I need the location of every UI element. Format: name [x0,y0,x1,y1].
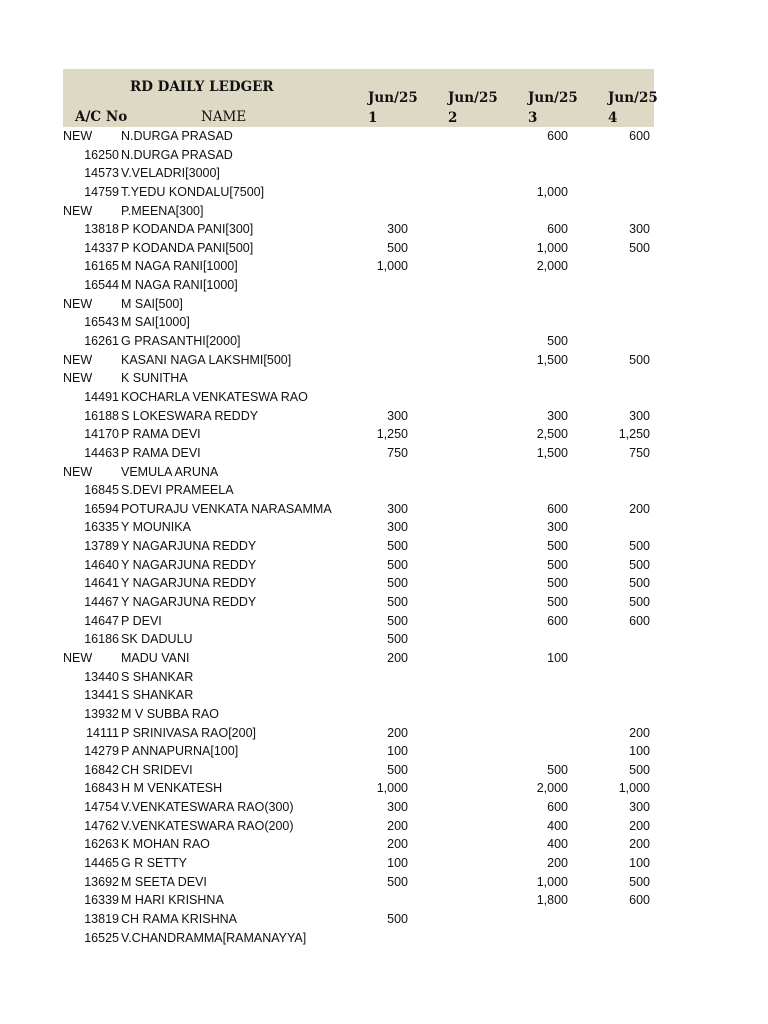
account-name-cell: Y NAGARJUNA REDDY [121,576,257,591]
amount-cell-d1: 500 [387,613,408,628]
amount-cell-d3: 2,000 [536,259,568,274]
table-row [63,649,654,668]
account-name-cell: V.VENKATESWARA RAO(200) [121,818,294,833]
account-name-cell: POTURAJU VENKATA NARASAMMA [121,501,332,516]
table-row [63,724,654,743]
account-name-cell: S SHANKAR [121,669,194,684]
table-row [63,742,654,761]
table-row [63,164,654,183]
amount-cell-d3: 300 [547,408,568,423]
amount-cell-d4: 1,250 [618,427,650,442]
column-header-date-4 [608,88,668,128]
amount-cell-d1: 500 [387,539,408,554]
account-name-cell: K MOHAN RAO [121,837,210,852]
column-header-name: NAME [201,109,247,125]
amount-cell-d1: 1,000 [376,781,408,796]
amount-cell-d1: 1,000 [376,259,408,274]
amount-cell-d1: 750 [387,445,408,460]
account-name-cell: P KODANDA PANI[300] [121,222,254,237]
account-name-cell: V.VENKATESWARA RAO(300) [121,800,294,815]
amount-cell-d1: 300 [387,408,408,423]
amount-cell-d4: 200 [629,501,650,516]
amount-cell-d1: 500 [387,762,408,777]
amount-cell-d1: 300 [387,800,408,815]
account-name-cell: M SEETA DEVI [121,874,207,889]
account-name-cell: N.DURGA PRASAD [121,129,233,143]
amount-cell-d1: 100 [387,744,408,759]
amount-cell-d4: 200 [629,725,650,740]
table-row [63,444,654,463]
amount-cell-d3: 2,500 [536,427,568,442]
amount-cell-d4: 500 [629,595,650,610]
account-name-cell: Y MOUNIKA [121,520,191,535]
amount-cell-d3: 500 [547,557,568,572]
amount-cell-d4: 600 [629,893,650,908]
amount-cell-d3: 500 [547,762,568,777]
amount-cell-d3: 600 [547,222,568,237]
amount-cell-d3: 600 [547,501,568,516]
table-row [63,537,654,556]
amount-cell-d3: 600 [547,613,568,628]
amount-cell-d4: 500 [629,352,650,367]
ledger-sheet [63,69,658,947]
account-name-cell: S LOKESWARA REDDY [121,408,259,423]
table-row [63,556,654,575]
amount-cell-d4: 500 [629,240,650,255]
amount-cell-d4: 500 [629,762,650,777]
account-name-cell: CH SRIDEVI [121,762,193,777]
date-month: Jun/25 [448,90,498,106]
account-number-cell: 16544 [84,278,119,293]
account-number-cell: 16843 [84,781,119,796]
table-row [63,612,654,631]
amount-cell-d3: 400 [547,837,568,852]
amount-cell-d1: 200 [387,725,408,740]
table-row [63,425,654,444]
table-row [63,407,654,426]
amount-cell-d1: 500 [387,576,408,591]
table-row [63,593,654,612]
account-number-cell: 14337 [84,240,119,255]
amount-cell-d3: 400 [547,818,568,833]
account-number-cell: 14573 [84,166,119,181]
table-row [63,239,654,258]
amount-cell-d3: 500 [547,539,568,554]
table-row [63,202,654,221]
table-row [63,630,654,649]
amount-cell-d3: 2,000 [536,781,568,796]
account-number-cell: NEW [63,203,93,218]
amount-cell-d4: 500 [629,539,650,554]
account-number-cell: 14463 [84,445,119,460]
account-name-cell: M SAI[500] [121,296,183,311]
account-number-cell: NEW [63,352,93,367]
account-name-cell: T.YEDU KONDALU[7500] [121,184,265,199]
account-number-cell: 16594 [84,501,119,516]
account-name-cell: KASANI NAGA LAKSHMI[500] [121,352,292,367]
account-number-cell: 16188 [84,408,119,423]
account-number-cell: 13441 [84,688,119,703]
date-month: Jun/25 [368,90,418,106]
amount-cell-d4: 300 [629,800,650,815]
account-name-cell: Y NAGARJUNA REDDY [121,595,257,610]
ledger-header [63,69,658,127]
table-row [63,779,654,798]
account-name-cell: Y NAGARJUNA REDDY [121,539,257,554]
ledger-rows [63,127,654,947]
table-row [63,891,654,910]
account-name-cell: M V SUBBA RAO [121,706,219,721]
account-number-cell: 14465 [84,855,119,870]
account-number-cell: 13819 [84,911,119,926]
account-name-cell: SK DADULU [121,632,193,647]
amount-cell-d1: 100 [387,855,408,870]
amount-cell-d1: 300 [387,520,408,535]
amount-cell-d3: 1,500 [536,445,568,460]
account-name-cell: P RAMA DEVI [121,445,201,460]
account-name-cell: M NAGA RANI[1000] [121,259,238,274]
amount-cell-d1: 200 [387,837,408,852]
amount-cell-d1: 500 [387,874,408,889]
amount-cell-d1: 500 [387,911,408,926]
amount-cell-d4: 300 [629,408,650,423]
account-number-cell: NEW [63,371,93,386]
amount-cell-d3: 600 [547,129,568,143]
account-name-cell: P.MEENA[300] [121,203,204,218]
account-name-cell: M HARI KRISHNA [121,893,224,908]
account-number-cell: 14279 [84,744,119,759]
table-row [63,518,654,537]
amount-cell-d3: 300 [547,520,568,535]
amount-cell-d4: 1,000 [618,781,650,796]
account-name-cell: S.DEVI PRAMEELA [121,483,234,498]
table-row [63,257,654,276]
table-row [63,761,654,780]
account-name-cell: P KODANDA PANI[500] [121,240,254,255]
amount-cell-d1: 500 [387,557,408,572]
amount-cell-d3: 200 [547,855,568,870]
amount-cell-d1: 500 [387,595,408,610]
ledger-title: RD DAILY LEDGER [130,79,274,95]
amount-cell-d4: 750 [629,445,650,460]
amount-cell-d3: 1,000 [536,184,568,199]
amount-cell-d4: 200 [629,837,650,852]
amount-cell-d4: 100 [629,855,650,870]
amount-cell-d4: 500 [629,576,650,591]
account-number-cell: NEW [63,129,93,143]
column-header-date-3 [528,88,588,128]
table-row [63,276,654,295]
date-month: Jun/25 [608,90,658,106]
table-row [63,817,654,836]
account-number-cell: 14111 [86,725,119,740]
account-number-cell: 16525 [84,930,119,945]
account-name-cell: M NAGA RANI[1000] [121,278,238,293]
table-row [63,910,654,929]
account-number-cell: 13932 [84,706,119,721]
amount-cell-d3: 1,000 [536,874,568,889]
account-number-cell: 14641 [84,576,119,591]
account-number-cell: 14754 [84,800,119,815]
account-name-cell: G R SETTY [121,855,187,870]
amount-cell-d1: 200 [387,818,408,833]
account-name-cell: CH RAMA KRISHNA [121,911,237,926]
account-name-cell: S SHANKAR [121,688,194,703]
table-row [63,686,654,705]
table-row [63,500,654,519]
account-number-cell: 16339 [84,893,119,908]
column-header-acno: A/C No [75,109,128,125]
account-number-cell: NEW [63,650,93,665]
account-name-cell: K SUNITHA [121,371,188,386]
table-row [63,873,654,892]
amount-cell-d1: 1,250 [376,427,408,442]
table-row [63,220,654,239]
account-number-cell: 13692 [84,874,119,889]
account-name-cell: P RAMA DEVI [121,427,201,442]
account-number-cell: 14647 [84,613,119,628]
amount-cell-d4: 500 [629,557,650,572]
amount-cell-d1: 500 [387,632,408,647]
amount-cell-d3: 600 [547,800,568,815]
account-number-cell: 13818 [84,222,119,237]
account-number-cell: NEW [63,296,93,311]
account-number-cell: 14640 [84,557,119,572]
amount-cell-d3: 1,500 [536,352,568,367]
amount-cell-d4: 200 [629,818,650,833]
table-row [63,929,654,948]
column-header-date-1 [368,88,428,128]
account-name-cell: P SRINIVASA RAO[200] [121,725,257,740]
account-name-cell: KOCHARLA VENKATESWA RAO [121,389,308,404]
table-row [63,332,654,351]
account-name-cell: Y NAGARJUNA REDDY [121,557,257,572]
amount-cell-d3: 500 [547,334,568,349]
table-row [63,668,654,687]
account-name-cell: P DEVI [121,613,162,628]
table-row [63,313,654,332]
column-header-date-2 [448,88,508,128]
account-number-cell: 16186 [84,632,119,647]
account-number-cell: 14467 [84,595,119,610]
account-number-cell: 16335 [84,520,119,535]
account-number-cell: 16543 [84,315,119,330]
account-number-cell: 16263 [84,837,119,852]
amount-cell-d3: 100 [547,650,568,665]
amount-cell-d1: 300 [387,222,408,237]
date-day: 1 [368,110,378,126]
account-name-cell: N.DURGA PRASAD [121,147,233,162]
account-number-cell: 14170 [84,427,119,442]
amount-cell-d3: 1,800 [536,893,568,908]
table-row [63,798,654,817]
account-number-cell: 16165 [84,259,119,274]
amount-cell-d3: 1,000 [536,240,568,255]
table-row [63,351,654,370]
account-number-cell: 13789 [84,539,119,554]
account-name-cell: MADU VANI [121,650,190,665]
account-number-cell: 14491 [84,389,119,404]
table-row [63,127,654,146]
amount-cell-d3: 500 [547,576,568,591]
table-row [63,369,654,388]
account-name-cell: P ANNAPURNA[100] [121,744,239,759]
account-number-cell: 14759 [84,184,119,199]
table-row [63,295,654,314]
amount-cell-d4: 300 [629,222,650,237]
table-row [63,835,654,854]
account-number-cell: 13440 [84,669,119,684]
table-row [63,481,654,500]
account-name-cell: V.VELADRI[3000] [121,166,220,181]
account-number-cell: 16261 [84,334,119,349]
date-day: 4 [608,110,618,126]
date-day: 3 [528,110,538,126]
account-name-cell: H M VENKATESH [121,781,223,796]
account-number-cell: 16250 [84,147,119,162]
account-name-cell: VEMULA ARUNA [121,464,219,479]
account-name-cell: M SAI[1000] [121,315,190,330]
table-row [63,574,654,593]
amount-cell-d3: 500 [547,595,568,610]
account-number-cell: NEW [63,464,93,479]
account-number-cell: 16845 [84,483,119,498]
amount-cell-d4: 600 [629,613,650,628]
account-name-cell: G PRASANTHI[2000] [121,334,241,349]
table-row [63,854,654,873]
amount-cell-d1: 200 [387,650,408,665]
date-day: 2 [448,110,458,126]
table-row [63,705,654,724]
amount-cell-d1: 300 [387,501,408,516]
table-row [63,146,654,165]
table-row [63,388,654,407]
amount-cell-d4: 600 [629,129,650,143]
date-month: Jun/25 [528,90,578,106]
amount-cell-d4: 100 [629,744,650,759]
table-row [63,463,654,482]
table-row [63,183,654,202]
account-name-cell: V.CHANDRAMMA[RAMANAYYA] [121,930,307,945]
amount-cell-d4: 500 [629,874,650,889]
account-number-cell: 14762 [84,818,119,833]
amount-cell-d1: 500 [387,240,408,255]
account-number-cell: 16842 [84,762,119,777]
